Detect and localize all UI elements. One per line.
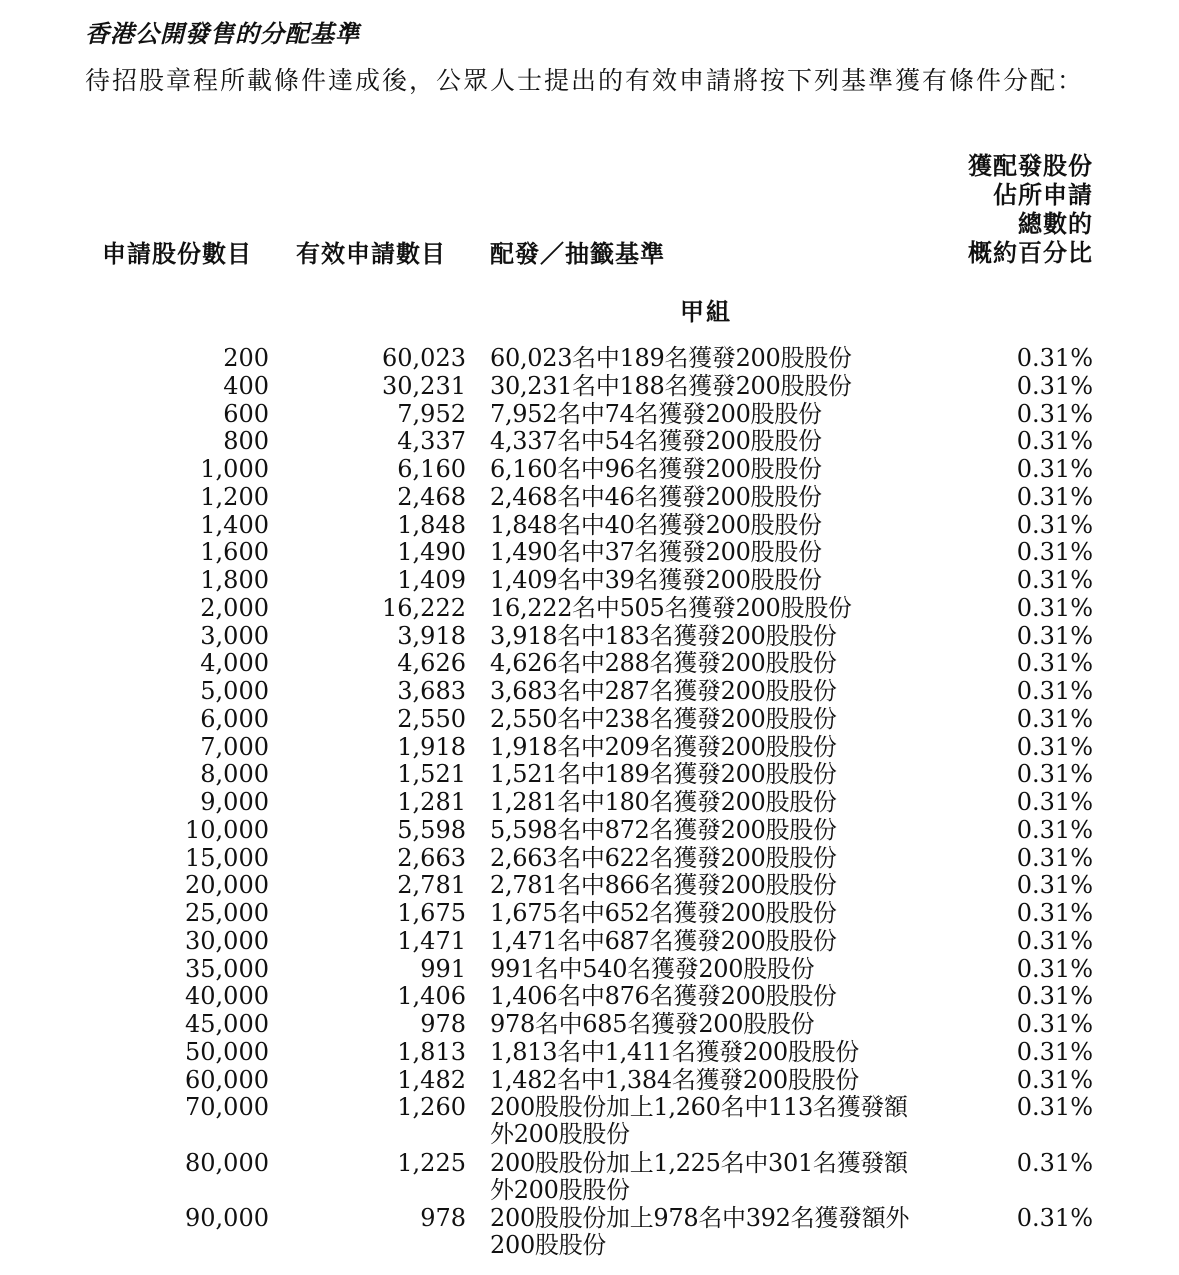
cell-allocation-basis: 200股股份加上978名中392名獲發額外200股股份 bbox=[490, 1204, 910, 1260]
cell-shares-applied: 90,000 bbox=[185, 1204, 269, 1233]
table-row bbox=[0, 956, 1179, 984]
cell-shares-applied: 10,000 bbox=[185, 815, 269, 844]
cell-allocation-basis: 3,683名中287名獲發200股股份 bbox=[490, 677, 837, 705]
cell-allocation-basis: 1,406名中876名獲發200股股份 bbox=[490, 982, 837, 1011]
cell-shares-applied: 1,400 bbox=[200, 510, 269, 539]
cell-valid-applications: 1,281 bbox=[397, 788, 466, 816]
cell-approx-percentage: 0.31% bbox=[1016, 621, 1093, 650]
cell-approx-percentage: 0.31% bbox=[1016, 871, 1093, 900]
cell-allocation-basis: 60,023名中189名獲發200股股份 bbox=[490, 344, 852, 372]
cell-shares-applied: 600 bbox=[223, 399, 269, 428]
cell-shares-applied: 1,200 bbox=[200, 482, 269, 511]
cell-approx-percentage: 0.31% bbox=[1016, 1037, 1093, 1066]
cell-shares-applied: 80,000 bbox=[185, 1148, 269, 1177]
header-pct-line: 獲配發股份 bbox=[968, 152, 1093, 180]
cell-shares-applied: 2,000 bbox=[200, 593, 269, 622]
cell-approx-percentage: 0.31% bbox=[1016, 593, 1093, 622]
cell-approx-percentage: 0.31% bbox=[1016, 1010, 1093, 1038]
cell-approx-percentage: 0.31% bbox=[1016, 371, 1093, 400]
cell-valid-applications: 4,626 bbox=[397, 649, 466, 678]
cell-shares-applied: 5,000 bbox=[200, 677, 269, 705]
cell-allocation-basis: 16,222名中505名獲發200股股份 bbox=[490, 593, 852, 622]
cell-allocation-basis: 2,550名中238名獲發200股股份 bbox=[490, 704, 837, 733]
cell-valid-applications: 2,781 bbox=[397, 871, 466, 900]
table-row bbox=[0, 1094, 1179, 1150]
table-row bbox=[0, 567, 1179, 595]
cell-approx-percentage: 0.31% bbox=[1016, 899, 1093, 927]
cell-approx-percentage: 0.31% bbox=[1016, 1204, 1093, 1233]
table-row bbox=[0, 789, 1179, 817]
table-row bbox=[0, 428, 1179, 456]
header-pct-line: 概約百分比 bbox=[968, 239, 1093, 267]
cell-approx-percentage: 0.31% bbox=[1016, 399, 1093, 428]
cell-allocation-basis: 200股股份加上1,225名中301名獲發額外200股股份 bbox=[490, 1148, 908, 1204]
cell-shares-applied: 70,000 bbox=[185, 1093, 269, 1122]
cell-approx-percentage: 0.31% bbox=[1016, 1065, 1093, 1094]
table-row bbox=[0, 983, 1179, 1011]
cell-valid-applications: 60,023 bbox=[382, 344, 466, 372]
table-row bbox=[0, 1150, 1179, 1206]
cell-allocation-basis: 1,521名中189名獲發200股股份 bbox=[490, 760, 837, 789]
cell-shares-applied: 9,000 bbox=[200, 788, 269, 816]
header-shares-applied: 申請股份數目 bbox=[102, 240, 252, 268]
cell-shares-applied: 400 bbox=[223, 371, 269, 400]
cell-valid-applications: 30,231 bbox=[382, 371, 466, 400]
cell-valid-applications: 991 bbox=[420, 954, 466, 983]
table-row bbox=[0, 1039, 1179, 1067]
table-row bbox=[0, 595, 1179, 623]
header-pct-line: 佔所申請 bbox=[993, 181, 1093, 209]
table-row bbox=[0, 900, 1179, 928]
cell-approx-percentage: 0.31% bbox=[1016, 1093, 1093, 1122]
cell-shares-applied: 30,000 bbox=[185, 926, 269, 955]
cell-shares-applied: 35,000 bbox=[185, 954, 269, 983]
cell-shares-applied: 200 bbox=[223, 344, 269, 372]
cell-valid-applications: 5,598 bbox=[397, 815, 466, 844]
cell-shares-applied: 800 bbox=[223, 427, 269, 456]
cell-approx-percentage: 0.31% bbox=[1016, 954, 1093, 983]
cell-allocation-basis: 5,598名中872名獲發200股股份 bbox=[490, 815, 837, 844]
table-row bbox=[0, 1011, 1179, 1039]
cell-approx-percentage: 0.31% bbox=[1016, 926, 1093, 955]
intro-paragraph: 待招股章程所載條件達成後，公眾人士提出的有效申請將按下列基準獲有條件分配： bbox=[85, 66, 1085, 95]
cell-approx-percentage: 0.31% bbox=[1016, 677, 1093, 705]
cell-shares-applied: 8,000 bbox=[200, 760, 269, 789]
cell-valid-applications: 1,471 bbox=[397, 926, 466, 955]
cell-approx-percentage: 0.31% bbox=[1016, 482, 1093, 511]
cell-valid-applications: 1,813 bbox=[397, 1037, 466, 1066]
cell-shares-applied: 45,000 bbox=[185, 1010, 269, 1038]
cell-allocation-basis: 30,231名中188名獲發200股股份 bbox=[490, 371, 852, 400]
cell-allocation-basis: 4,626名中288名獲發200股股份 bbox=[490, 649, 837, 678]
cell-allocation-basis: 7,952名中74名獲發200股股份 bbox=[490, 399, 822, 428]
cell-shares-applied: 15,000 bbox=[185, 843, 269, 872]
cell-valid-applications: 1,675 bbox=[397, 899, 466, 927]
cell-valid-applications: 2,468 bbox=[397, 482, 466, 511]
cell-allocation-basis: 1,918名中209名獲發200股股份 bbox=[490, 732, 837, 761]
cell-allocation-basis: 1,490名中37名獲發200股股份 bbox=[490, 538, 822, 567]
table-row bbox=[0, 650, 1179, 678]
cell-approx-percentage: 0.31% bbox=[1016, 815, 1093, 844]
cell-valid-applications: 4,337 bbox=[397, 427, 466, 456]
cell-approx-percentage: 0.31% bbox=[1016, 843, 1093, 872]
allocation-table bbox=[0, 345, 1179, 1261]
cell-valid-applications: 1,260 bbox=[397, 1093, 466, 1122]
cell-valid-applications: 6,160 bbox=[397, 455, 466, 483]
cell-shares-applied: 1,800 bbox=[200, 566, 269, 594]
table-row bbox=[0, 872, 1179, 900]
table-row bbox=[0, 512, 1179, 540]
table-row bbox=[0, 817, 1179, 845]
header-pct-line: 總數的 bbox=[1018, 210, 1093, 238]
cell-approx-percentage: 0.31% bbox=[1016, 538, 1093, 567]
header-allocation-basis: 配發／抽籤基準 bbox=[490, 240, 665, 268]
cell-allocation-basis: 1,675名中652名獲發200股股份 bbox=[490, 899, 837, 927]
cell-allocation-basis: 1,471名中687名獲發200股股份 bbox=[490, 926, 837, 955]
cell-shares-applied: 60,000 bbox=[185, 1065, 269, 1094]
cell-valid-applications: 16,222 bbox=[382, 593, 466, 622]
cell-allocation-basis: 1,482名中1,384名獲發200股股份 bbox=[490, 1065, 859, 1094]
cell-approx-percentage: 0.31% bbox=[1016, 566, 1093, 594]
cell-valid-applications: 7,952 bbox=[397, 399, 466, 428]
cell-valid-applications: 1,848 bbox=[397, 510, 466, 539]
cell-shares-applied: 6,000 bbox=[200, 704, 269, 733]
cell-shares-applied: 1,600 bbox=[200, 538, 269, 567]
cell-valid-applications: 1,409 bbox=[397, 566, 466, 594]
table-row bbox=[0, 845, 1179, 873]
cell-allocation-basis: 2,468名中46名獲發200股股份 bbox=[490, 482, 822, 511]
table-row bbox=[0, 1205, 1179, 1261]
cell-shares-applied: 4,000 bbox=[200, 649, 269, 678]
table-row bbox=[0, 734, 1179, 762]
group-label: 甲組 bbox=[680, 298, 732, 326]
cell-valid-applications: 1,406 bbox=[397, 982, 466, 1011]
cell-approx-percentage: 0.31% bbox=[1016, 427, 1093, 456]
table-row bbox=[0, 761, 1179, 789]
cell-approx-percentage: 0.31% bbox=[1016, 760, 1093, 789]
cell-shares-applied: 20,000 bbox=[185, 871, 269, 900]
table-row bbox=[0, 373, 1179, 401]
cell-shares-applied: 40,000 bbox=[185, 982, 269, 1011]
table-row bbox=[0, 456, 1179, 484]
cell-valid-applications: 2,663 bbox=[397, 843, 466, 872]
cell-valid-applications: 1,225 bbox=[397, 1148, 466, 1177]
cell-allocation-basis: 6,160名中96名獲發200股股份 bbox=[490, 455, 822, 483]
cell-allocation-basis: 991名中540名獲發200股股份 bbox=[490, 954, 815, 983]
cell-valid-applications: 1,482 bbox=[397, 1065, 466, 1094]
table-row bbox=[0, 678, 1179, 706]
cell-valid-applications: 1,490 bbox=[397, 538, 466, 567]
header-approx-percentage bbox=[903, 152, 1093, 268]
cell-allocation-basis: 4,337名中54名獲發200股股份 bbox=[490, 427, 822, 456]
cell-allocation-basis: 2,781名中866名獲發200股股份 bbox=[490, 871, 837, 900]
table-row bbox=[0, 1067, 1179, 1095]
cell-valid-applications: 3,918 bbox=[397, 621, 466, 650]
cell-valid-applications: 1,918 bbox=[397, 732, 466, 761]
table-row bbox=[0, 623, 1179, 651]
table-row bbox=[0, 928, 1179, 956]
cell-valid-applications: 978 bbox=[420, 1010, 466, 1038]
cell-shares-applied: 25,000 bbox=[185, 899, 269, 927]
cell-approx-percentage: 0.31% bbox=[1016, 982, 1093, 1011]
cell-allocation-basis: 1,409名中39名獲發200股股份 bbox=[490, 566, 822, 594]
cell-approx-percentage: 0.31% bbox=[1016, 704, 1093, 733]
header-valid-applications: 有效申請數目 bbox=[296, 240, 446, 268]
table-row bbox=[0, 706, 1179, 734]
cell-approx-percentage: 0.31% bbox=[1016, 649, 1093, 678]
cell-shares-applied: 1,000 bbox=[200, 455, 269, 483]
cell-valid-applications: 3,683 bbox=[397, 677, 466, 705]
cell-allocation-basis: 200股股份加上1,260名中113名獲發額外200股股份 bbox=[490, 1093, 908, 1149]
cell-approx-percentage: 0.31% bbox=[1016, 732, 1093, 761]
cell-shares-applied: 50,000 bbox=[185, 1037, 269, 1066]
cell-valid-applications: 2,550 bbox=[397, 704, 466, 733]
cell-approx-percentage: 0.31% bbox=[1016, 788, 1093, 816]
cell-valid-applications: 1,521 bbox=[397, 760, 466, 789]
table-row bbox=[0, 401, 1179, 429]
table-row bbox=[0, 345, 1179, 373]
cell-allocation-basis: 1,848名中40名獲發200股股份 bbox=[490, 510, 822, 539]
cell-approx-percentage: 0.31% bbox=[1016, 510, 1093, 539]
section-title: 香港公開發售的分配基準 bbox=[85, 20, 360, 48]
cell-approx-percentage: 0.31% bbox=[1016, 1148, 1093, 1177]
cell-valid-applications: 978 bbox=[420, 1204, 466, 1233]
cell-approx-percentage: 0.31% bbox=[1016, 344, 1093, 372]
cell-allocation-basis: 3,918名中183名獲發200股股份 bbox=[490, 621, 837, 650]
cell-approx-percentage: 0.31% bbox=[1016, 455, 1093, 483]
table-row bbox=[0, 484, 1179, 512]
cell-allocation-basis: 1,813名中1,411名獲發200股股份 bbox=[490, 1037, 859, 1066]
cell-allocation-basis: 1,281名中180名獲發200股股份 bbox=[490, 788, 837, 816]
cell-allocation-basis: 2,663名中622名獲發200股股份 bbox=[490, 843, 837, 872]
cell-shares-applied: 3,000 bbox=[200, 621, 269, 650]
cell-allocation-basis: 978名中685名獲發200股股份 bbox=[490, 1010, 815, 1038]
cell-shares-applied: 7,000 bbox=[200, 732, 269, 761]
table-row bbox=[0, 539, 1179, 567]
